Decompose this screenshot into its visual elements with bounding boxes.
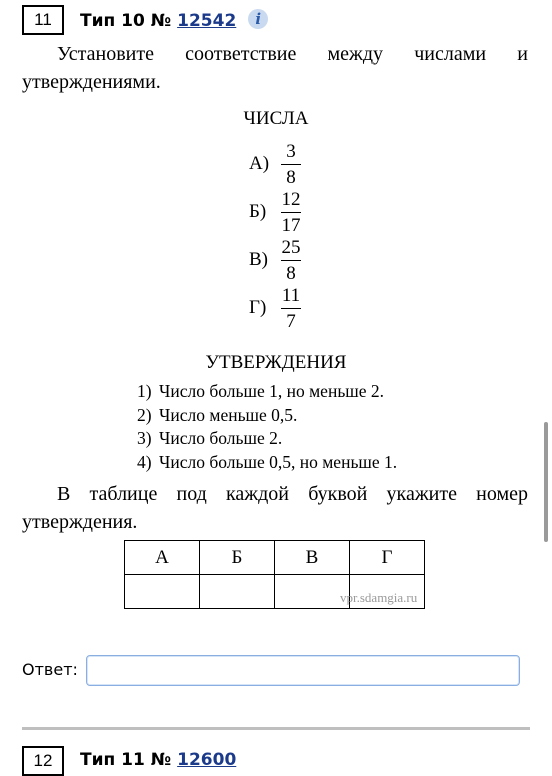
table-header-cell: Г xyxy=(350,541,425,575)
fraction-numerator: 3 xyxy=(286,141,296,162)
answer-label: Ответ: xyxy=(22,660,78,679)
fraction xyxy=(281,189,301,237)
fraction-label: Г) xyxy=(249,297,267,318)
task-id-link[interactable]: 12542 xyxy=(177,11,237,31)
table-header-row xyxy=(125,541,425,575)
statement-item xyxy=(137,404,397,428)
statement-item xyxy=(137,451,397,475)
next-task-id-link[interactable]: 12600 xyxy=(177,750,237,770)
fraction-bar xyxy=(281,260,301,261)
numbers-title: ЧИСЛА xyxy=(243,108,309,129)
fraction xyxy=(281,141,301,189)
statement-text: Число больше 2. xyxy=(159,428,283,448)
statement-number: 1) xyxy=(137,381,152,401)
statement-number: 3) xyxy=(137,428,152,448)
fraction-bar xyxy=(281,164,301,165)
watermark: vpr.sdamgia.ru xyxy=(340,590,418,605)
answer-input[interactable] xyxy=(86,655,520,686)
statement-number: 2) xyxy=(137,404,152,425)
fraction-label: Б) xyxy=(249,201,267,222)
fraction-label: В) xyxy=(249,249,268,270)
fraction xyxy=(281,237,301,285)
scrollbar[interactable] xyxy=(544,422,548,542)
next-task-type-label: Тип 11 № xyxy=(80,750,172,770)
task-type-label: Тип 10 № xyxy=(80,11,172,31)
intro-text: Установите соответствие между числами и утверждениями. xyxy=(22,43,528,93)
divider xyxy=(22,727,530,730)
fraction-denominator: 17 xyxy=(281,215,301,236)
fraction-numerator: 25 xyxy=(281,237,301,258)
table-cell xyxy=(275,575,350,609)
instruction-text: В таблице под каждой буквой укажите номер утверждения. xyxy=(22,483,528,533)
next-task-header xyxy=(80,750,236,770)
table-cell xyxy=(200,575,275,609)
fraction-denominator: 8 xyxy=(286,263,296,284)
table-cell xyxy=(125,575,200,609)
statement-item xyxy=(137,427,397,451)
fraction-numerator: 12 xyxy=(281,189,301,210)
statement-number: 4) xyxy=(137,451,152,472)
fraction-label: А) xyxy=(249,153,270,174)
statements-list xyxy=(137,380,397,474)
table-header-cell: Б xyxy=(200,541,275,575)
next-task-number-box: 12 xyxy=(22,746,64,776)
fraction-numerator: 11 xyxy=(281,285,301,306)
task-number-box: 11 xyxy=(22,5,64,35)
statement-text: Число больше 1, но меньше 2. xyxy=(159,381,385,401)
table-header-cell: В xyxy=(275,541,350,575)
statement-item xyxy=(137,380,397,404)
table-header-cell: А xyxy=(125,541,200,575)
fraction-bar xyxy=(281,212,301,213)
fraction-denominator: 7 xyxy=(286,311,296,332)
statements-title: УТВЕРЖДЕНИЯ xyxy=(205,352,347,373)
fraction-denominator: 8 xyxy=(286,167,296,188)
task-header xyxy=(80,8,268,34)
fraction-bar xyxy=(281,308,301,309)
statement-text: Число меньше 0,5. xyxy=(159,404,298,425)
statement-text: Число больше 0,5, но меньше 1. xyxy=(159,451,398,472)
info-icon[interactable]: i xyxy=(248,9,268,29)
fraction xyxy=(281,285,301,333)
